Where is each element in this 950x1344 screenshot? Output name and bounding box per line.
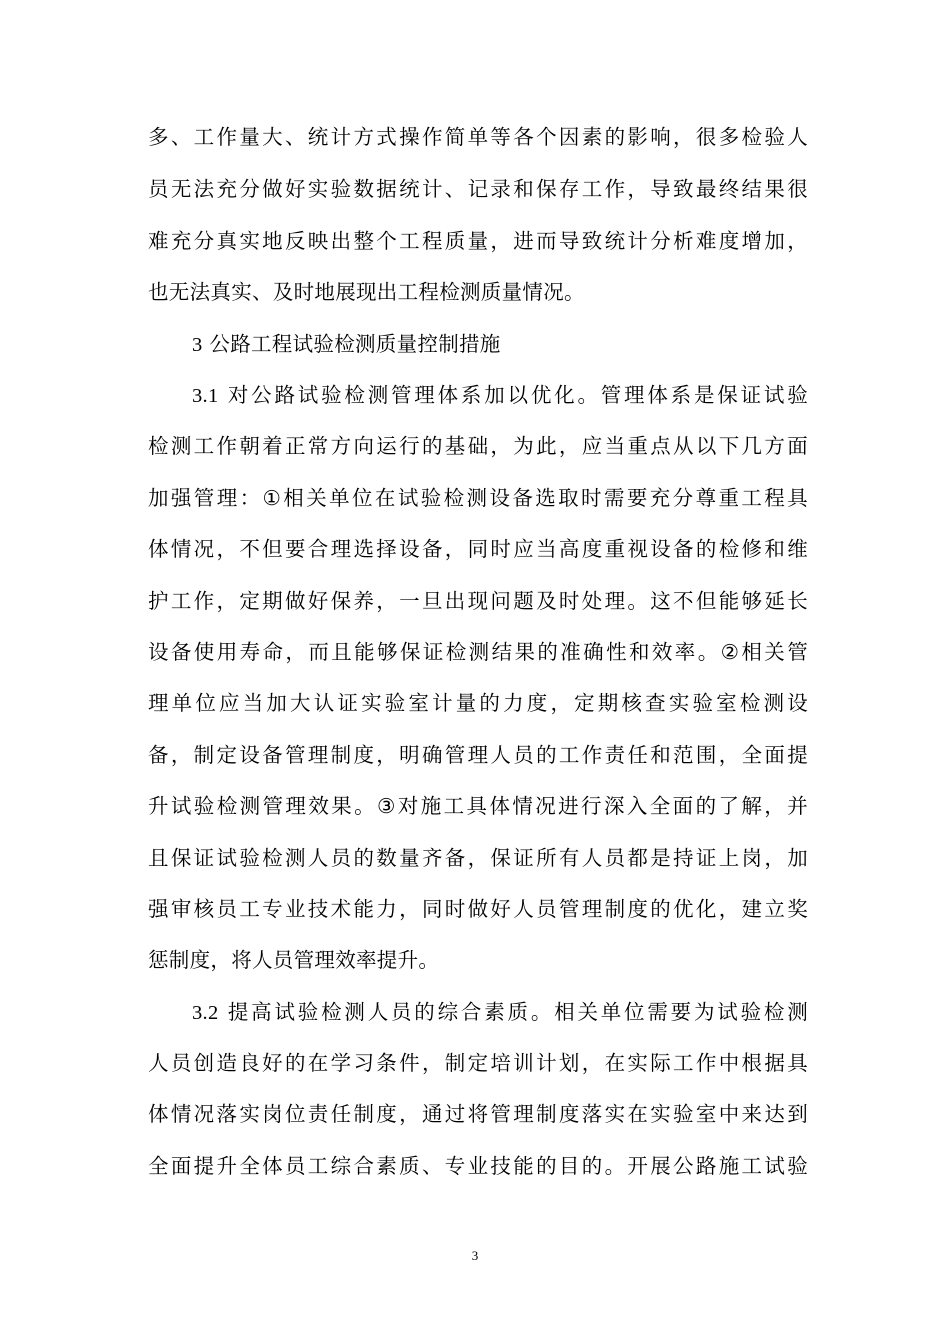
paragraph-line: 多、工作量大、统计方式操作简单等各个因素的影响，很多检验人 (148, 125, 808, 149)
paragraph-line: 理单位应当加大认证实验室计量的力度，定期核查实验室检测设 (148, 691, 808, 715)
paragraph-line: 惩制度，将人员管理效率提升。 (148, 948, 440, 972)
paragraph-line: 难充分真实地反映出整个工程质量，进而导致统计分析难度增加， (148, 229, 808, 253)
paragraph-line: 备，制定设备管理制度，明确管理人员的工作责任和范围，全面提 (148, 743, 808, 767)
subsection-number: 3.2 (192, 1002, 219, 1024)
paragraph-line-text: 提高试验检测人员的综合素质。相关单位需要为试验检测 (227, 1000, 808, 1024)
paragraph-line: 人员创造良好的在学习条件，制定培训计划，在实际工作中根据具 (148, 1051, 808, 1075)
subsection-number: 3.1 (192, 385, 219, 407)
section-heading (192, 331, 808, 358)
section-title: 公路工程试验检测质量控制措施 (209, 332, 501, 356)
paragraph-line: 全面提升全体员工综合素质、专业技能的目的。开展公路施工试验 (148, 1154, 808, 1178)
paragraph-line: 强审核员工专业技术能力，同时做好人员管理制度的优化，建立奖 (148, 897, 808, 921)
subsection-first-line (192, 999, 808, 1026)
paragraph-line: 设备使用寿命，而且能够保证检测结果的准确性和效率。②相关管 (148, 640, 808, 664)
paragraph-line: 且保证试验检测人员的数量齐备，保证所有人员都是持证上岗，加 (148, 846, 808, 870)
page-number: 3 (471, 1248, 479, 1263)
paragraph-line: 升试验检测管理效果。③对施工具体情况进行深入全面的了解，并 (148, 794, 808, 818)
paragraph-line: 员无法充分做好实验数据统计、记录和保存工作，导致最终结果很 (148, 177, 808, 201)
paragraph-line: 加强管理：①相关单位在试验检测设备选取时需要充分尊重工程具 (148, 486, 808, 510)
paragraph-line: 检测工作朝着正常方向运行的基础，为此，应当重点从以下几方面 (148, 434, 808, 458)
paragraph-line-text: 对公路试验检测管理体系加以优化。管理体系是保证试验 (227, 383, 808, 407)
section-number: 3 (192, 334, 203, 356)
paragraph-line: 也无法真实、及时地展现出工程检测质量情况。 (148, 280, 585, 304)
paragraph-line: 护工作，定期做好保养，一旦出现问题及时处理。这不但能够延长 (148, 589, 808, 613)
subsection-first-line (192, 382, 808, 409)
paragraph-line: 体情况落实岗位责任制度，通过将管理制度落实在实验室中来达到 (148, 1102, 808, 1126)
paragraph-line: 体情况，不但要合理选择设备，同时应当高度重视设备的检修和维 (148, 537, 808, 561)
